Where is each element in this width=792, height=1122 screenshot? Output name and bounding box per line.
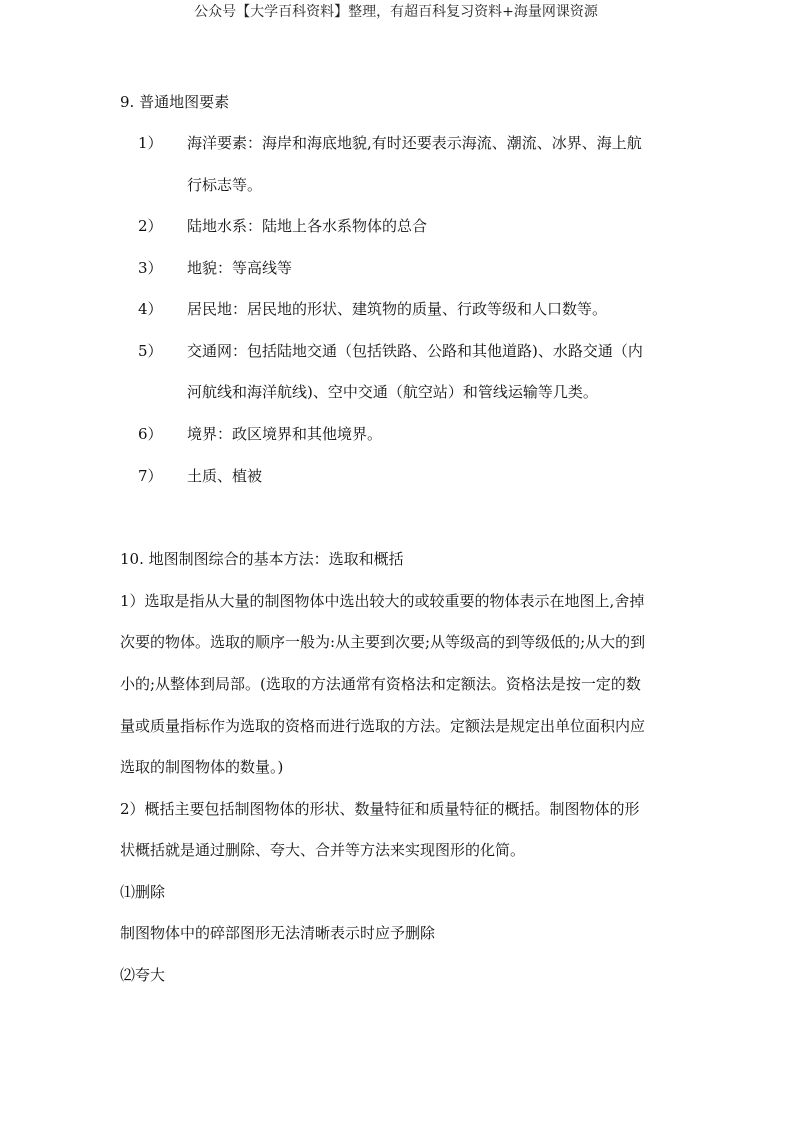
para-1-line-5: 选取的制图物体的数量。) [120,758,284,776]
section-10-heading: 10. 地图制图综合的基本方法：选取和概括 [120,550,404,568]
item-7-line-1: 土质、植被 [187,467,263,485]
item-4-line-1: 居民地：居民地的形状、建筑物的质量、行政等级和人口数等。 [187,300,608,318]
item-6-number: 6） [138,425,163,443]
item-5-number: 5） [138,342,163,360]
item-3-line-1: 地貌：等高线等 [187,259,293,277]
para-1-line-4: 量或质量指标作为选取的资格而进行选取的方法。定额法是规定出单位面积内应 [120,717,646,735]
section-9-heading: 9. 普通地图要素 [120,93,230,111]
item-5-line-1: 交通网：包括陆地交通（包括铁路、公路和其他道路)、水路交通（内 [187,342,643,360]
item-1-line-2: 行标志等。 [187,176,263,194]
item-7-number: 7） [138,467,163,485]
subsection-delete-title: ⑴删除 [120,883,166,901]
para-1-line-3: 小的;从整体到局部。(选取的方法通常有资格法和定额法。资格法是按一定的数 [120,675,641,693]
subsection-exaggerate-title: ⑵夸大 [120,966,166,984]
page-header: 公众号【大学百科资料】整理，有超百科复习资料+海量网课资源 [194,4,598,20]
item-1-line-1: 海洋要素：海岸和海底地貌,有时还要表示海流、潮流、冰界、海上航 [187,134,642,152]
para-1-line-1: 1）选取是指从大量的制图物体中选出较大的或较重要的物体表示在地图上,舍掉 [120,592,645,610]
item-3-number: 3） [138,259,163,277]
item-4-number: 4） [138,300,163,318]
item-5-line-2: 河航线和海洋航线)、空中交通（航空站）和管线运输等几类。 [187,383,598,401]
item-1-number: 1） [138,134,163,152]
item-2-number: 2） [138,217,163,235]
para-1-line-2: 次要的物体。选取的顺序一般为:从主要到次要;从等级高的到等级低的;从大的到 [120,633,646,651]
item-2-line-1: 陆地水系：陆地上各水系物体的总合 [187,217,428,235]
para-2-line-2: 状概括就是通过删除、夸大、合并等方法来实现图形的化简。 [120,841,526,859]
subsection-delete-text: 制图物体中的碎部图形无法清晰表示时应予删除 [120,924,436,942]
item-6-line-1: 境界：政区境界和其他境界。 [187,425,383,443]
para-2-line-1: 2）概括主要包括制图物体的形状、数量特征和质量特征的概括。制图物体的形 [120,800,640,818]
